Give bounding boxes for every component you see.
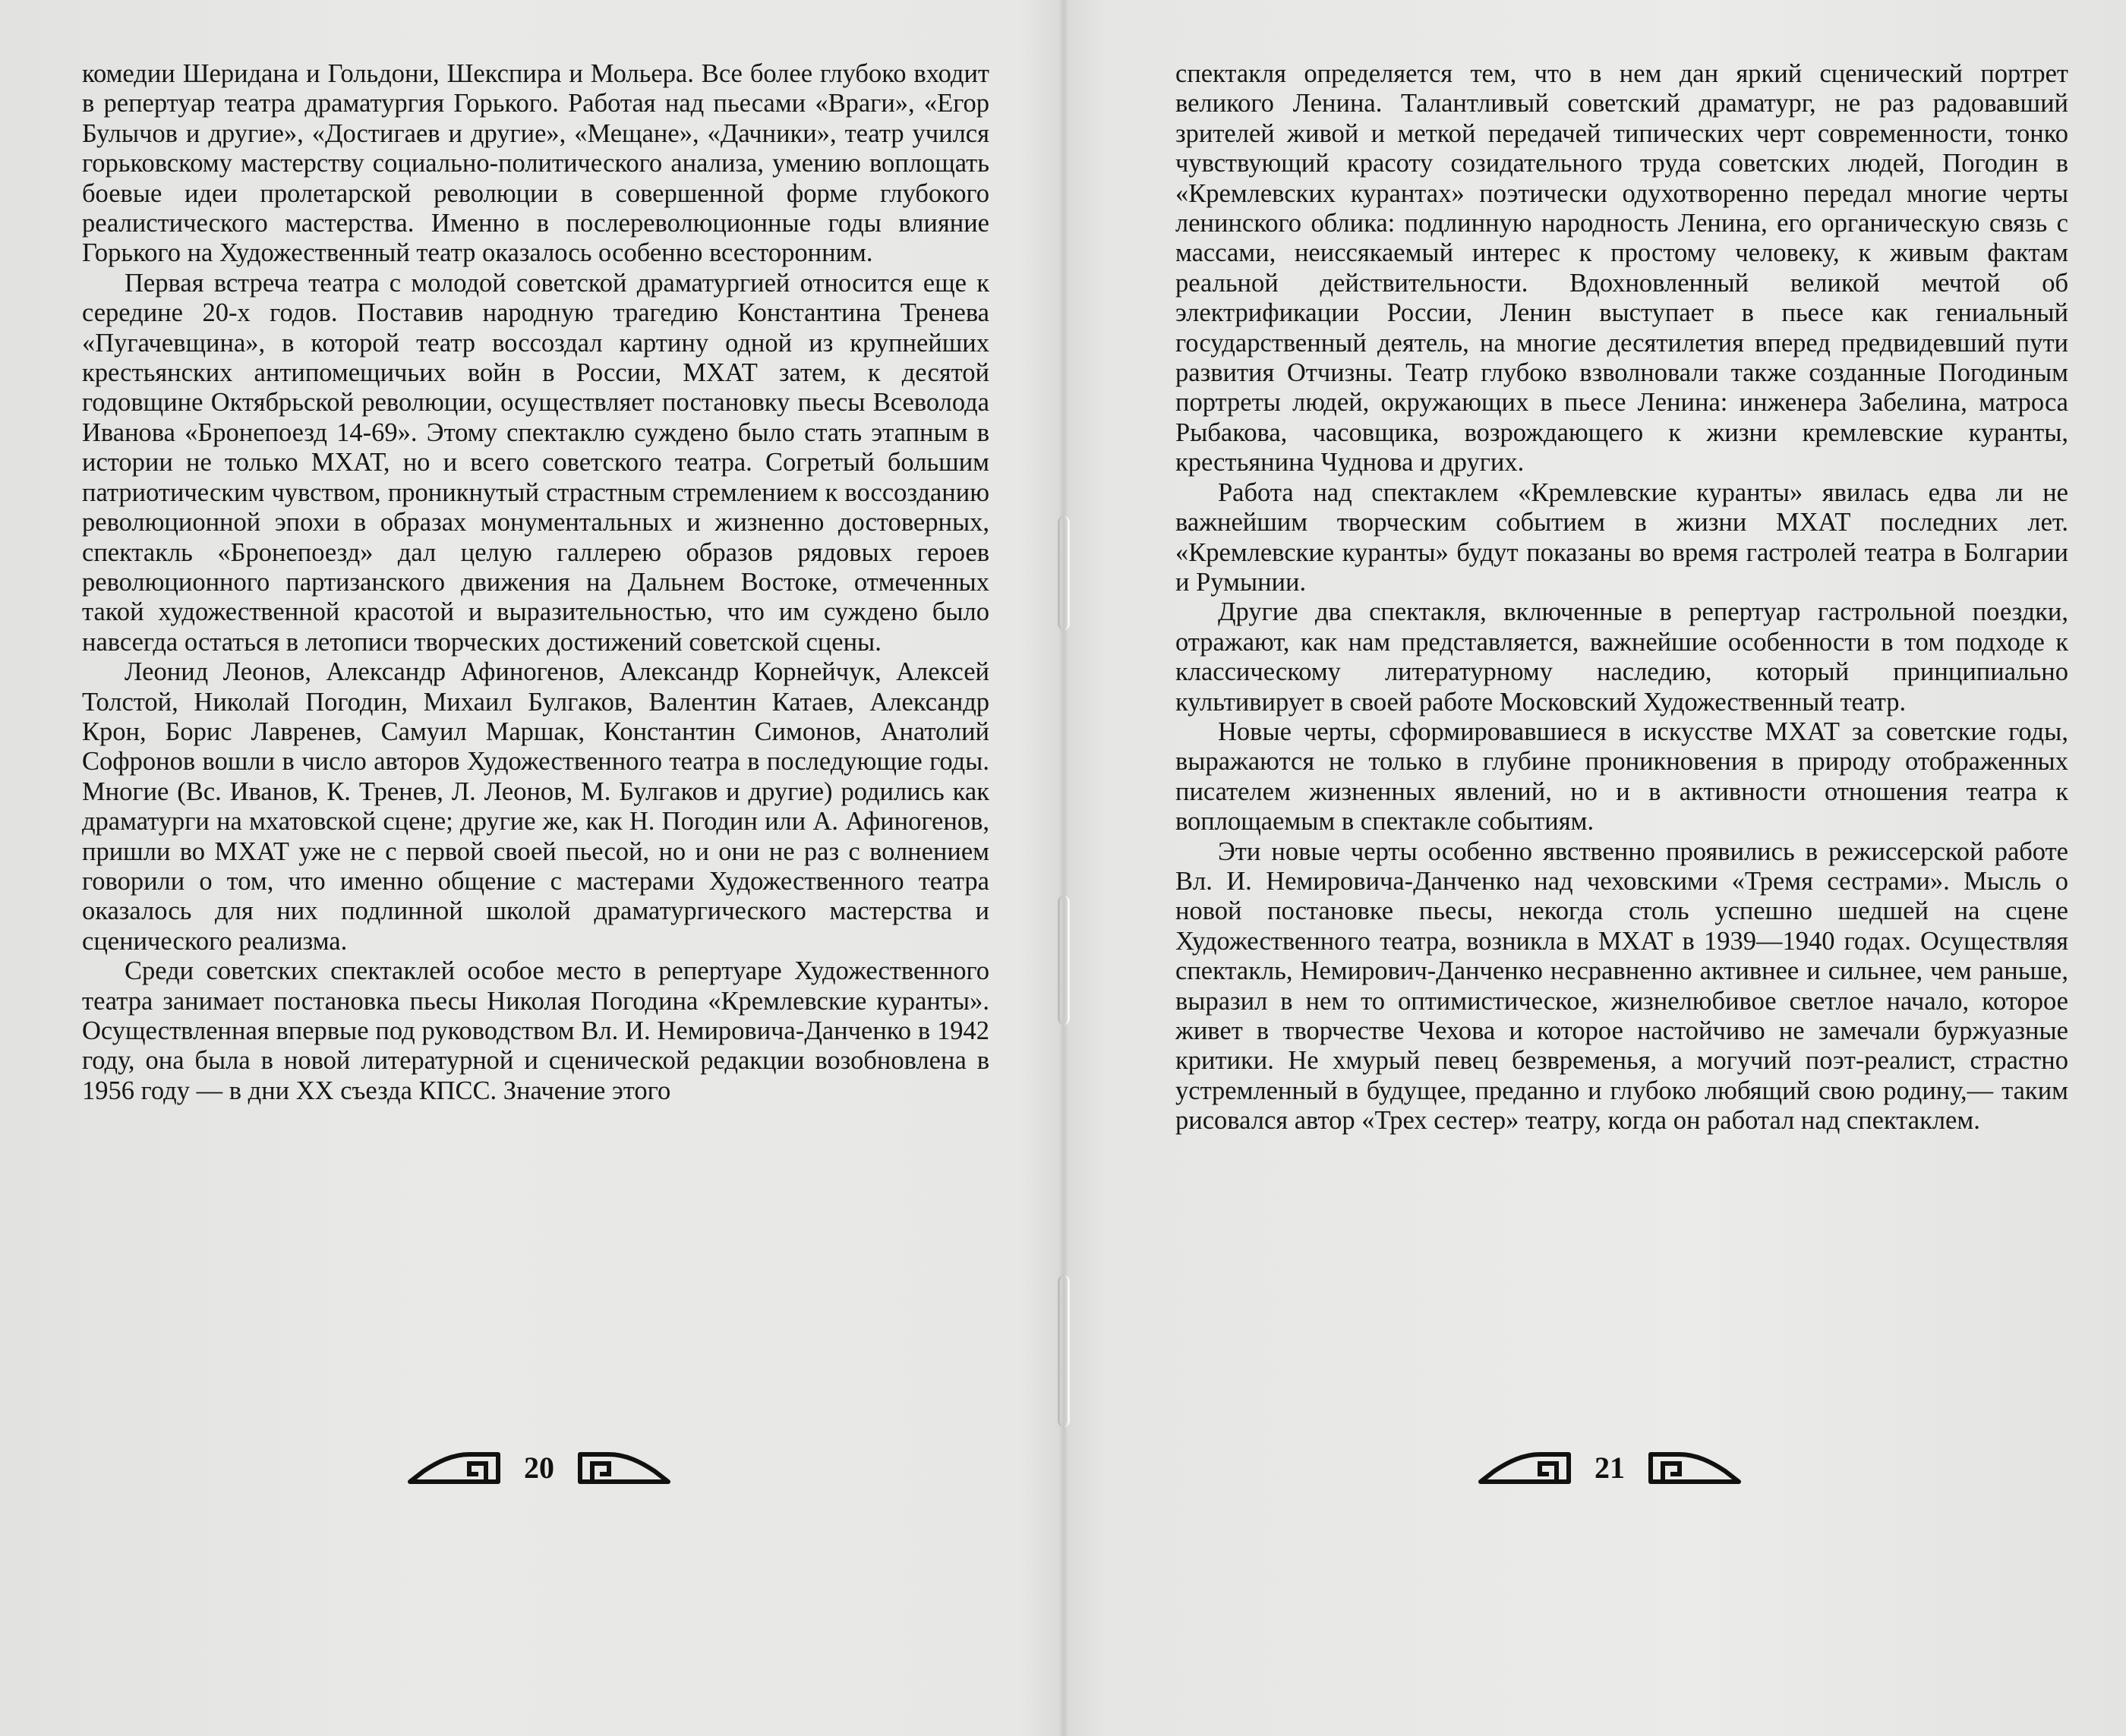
- paragraph: Леонид Леонов, Александр Афиногенов, Александр Корнейчук, Алексей Толстой, Николай Погодин, Михаил Булгаков, Валентин Катаев, Александр Крон, Борис Лавренев, Самуил Маршак, Константин Симонов, Анатолий Софронов вошли в число авторов Художественного театра в последующие годы. Многие (Вс. Иванов, К. Тренев, Л. Леонов, М. Булгаков и другие) родились как драматурги на мхатовской сцене; другие же, как Н. Погодин или А. Афиногенов, пришли во МХАТ уже не с первой своей пьесой, но и они не раз с волнением говорили о том, что именно общение с мастерами Художественного театра оказалось для них подлинной школой драматургического мастерства и сценического реализма.: [82, 657, 989, 956]
- right-page-footer: [1465, 1441, 1754, 1494]
- paragraph: комедии Шеридана и Гольдони, Шекспира и Мольера. Все более глубоко входит в репертуар театра драматургия Горького. Работая над пьесами «Враги», «Егор Булычов и другие», «Достигаев и другие», «Мещане», «Дачники», театр учился горьковскому мастерству социально-политического анализа, умению воплощать боевые идеи пролетарской революции в совершенной форме глубокого реалистического мастерства. Именно в послереволюционные годы влияние Горького на Художественный театр оказалось особенно всесторонним.: [82, 59, 989, 268]
- meander-ornament-right-icon: [565, 1448, 671, 1486]
- paragraph: Другие два спектакля, включенные в репертуар гастрольной поездки, отражают, как нам представляется, важнейшие особенности в том подходе к классическому литературному наследию, который принципиально культивирует в своей работе Московский Художественный театр.: [1175, 597, 2068, 717]
- page-number: 21: [1594, 1450, 1625, 1485]
- right-page: [1175, 59, 2068, 1136]
- left-page-footer: [395, 1441, 683, 1494]
- paragraph: спектакля определяется тем, что в нем дан яркий сценический портрет великого Ленина. Талантливый советский драматург, не раз радовавший зрителей живой и меткой передачей типических черт современности, тонко чувствующий красоту созидательного труда советских людей, Погодин в «Кремлевских курантах» поэтически одухотворенно передал многие черты ленинского облика: подлинную народность Ленина, его органическую связь с массами, неиссякаемый интерес к простому человеку, к живым фактам реальной действительности. Вдохновленный великой мечтой об электрификации России, Ленин выступает в пьесе как гениальный государственный деятель, на многие десятилетия вперед предвидевший пути развития Отчизны. Театр глубоко взволновали также созданные Погодиным портреты людей, окружающих в пьесе Ленина: инженера Забелина, матроса Рыбакова, часовщика, возрождающего к жизни кремлевские куранты, крестьянина Чуднова и других.: [1175, 59, 2068, 477]
- book-spine: [1059, 0, 1068, 1736]
- paragraph: Работа над спектаклем «Кремлевские куранты» явилась едва ли не важнейшим творческим событием в жизни МХАТ последних лет. «Кремлевские куранты» будут показаны во время гастролей театра в Болгарии и Румынии.: [1175, 477, 2068, 597]
- meander-ornament-right-icon: [1636, 1448, 1742, 1486]
- meander-ornament-left-icon: [1478, 1448, 1584, 1486]
- paragraph: Среди советских спектаклей особое место в репертуаре Художественного театра занимает постановка пьесы Николая Погодина «Кремлевские куранты». Осуществленная впервые под руководством Вл. И. Немировича-Данченко в 1942 году, она была в новой литературной и сценической редакции возобновлена в 1956 году — в дни XX съезда КПСС. Значение этого: [82, 956, 989, 1105]
- binding-stitch: [1058, 1275, 1070, 1427]
- paragraph: Новые черты, сформировавшиеся в искусстве МХАТ за советские годы, выражаются не только в глубине проникновения в природу отображенных писателем жизненных явлений, но и в активности отношения театра к воплощаемым в спектакле событиям.: [1175, 717, 2068, 836]
- left-page: [82, 59, 989, 1106]
- page-number: 20: [524, 1450, 554, 1485]
- paragraph: Первая встреча театра с молодой советской драматургией относится еще к середине 20-х годов. Поставив народную трагедию Константина Тренева «Пугачевщина», в которой театр воссоздал картину одной из крупнейших крестьянских антипомещичьих войн в России, МХАТ затем, к десятой годовщине Октябрьской революции, осуществляет постановку пьесы Всеволода Иванова «Бронепоезд 14-69». Этому спектаклю суждено было стать этапным в истории не только МХАТ, но и всего советского театра. Согретый большим патриотическим чувством, проникнутый страстным стремлением к воссозданию революционной эпохи в образах монументальных и жизненно достоверных, спектакль «Бронепоезд» дал целую галлерею образов рядовых героев революционного партизанского движения на Дальнем Востоке, отмеченных такой художественной красотой и выразительностью, что им суждено было навсегда остаться в летописи творческих достижений советской сцены.: [82, 268, 989, 657]
- meander-ornament-left-icon: [407, 1448, 513, 1486]
- binding-stitch: [1058, 896, 1070, 1025]
- paragraph: Эти новые черты особенно явственно проявились в режиссерской работе Вл. И. Немировича-Данченко над чеховскими «Тремя сестрами». Мысль о новой постановке пьесы, некогда столь успешно шедшей на сцене Художественного театра, возникла в МХАТ в 1939—1940 годах. Осуществляя спектакль, Немирович-Данченко несравненно активнее и сильнее, чем раньше, выразил в нем то оптимистическое, жизнелюбивое светлое начало, которое живет в творчестве Чехова и которое настойчиво не замечали буржуазные критики. Не хмурый певец безвременья, а могучий поэт-реалист, страстно устремленный в будущее, преданно и глубоко любящий свою родину,— таким рисовался автор «Трех сестер» театру, когда он работал над спектаклем.: [1175, 836, 2068, 1136]
- binding-stitch: [1058, 516, 1070, 630]
